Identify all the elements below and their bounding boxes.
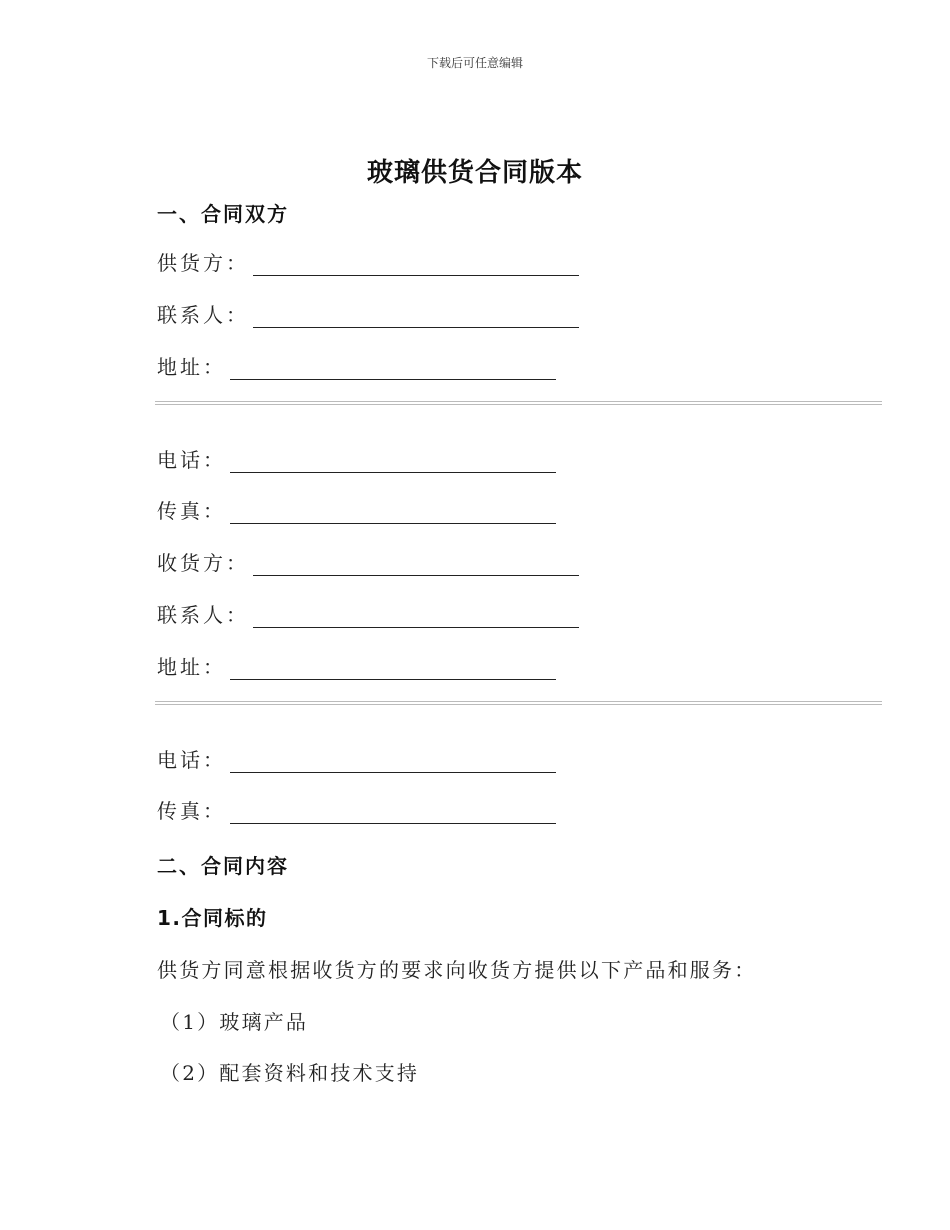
field-supplier-phone (157, 447, 556, 473)
field-label: 传真： (157, 499, 226, 523)
section-heading-content: 二、合同内容 (157, 854, 289, 878)
field-receiver-phone (157, 747, 556, 773)
document-title: 玻璃供货合同版本 (366, 158, 583, 188)
field-supplier-address (157, 354, 556, 380)
fill-blank-line (253, 255, 579, 276)
field-label: 供货方： (157, 251, 249, 275)
field-receiver-contact (157, 602, 579, 628)
field-label: 地址： (157, 655, 226, 679)
field-label: 传真： (157, 799, 226, 823)
fill-blank-line (230, 503, 556, 524)
fill-blank-line (230, 752, 556, 773)
field-receiver-fax (157, 798, 556, 824)
paragraph-supply-intro: 供货方同意根据收货方的要求向收货方提供以下产品和服务： (157, 958, 757, 982)
field-supplier-fax (157, 498, 556, 524)
divider (155, 401, 882, 405)
field-label: 地址： (157, 355, 226, 379)
field-receiver (157, 550, 579, 576)
page-header: 下载后可任意编辑 (426, 56, 523, 70)
fill-blank-line (230, 452, 556, 473)
divider (155, 701, 882, 705)
field-supplier (157, 250, 579, 276)
fill-blank-line (253, 307, 579, 328)
list-item: （2）配套资料和技术支持 (160, 1061, 420, 1085)
fill-blank-line (230, 659, 556, 680)
fill-blank-line (230, 359, 556, 380)
field-supplier-contact (157, 302, 579, 328)
field-receiver-address (157, 654, 556, 680)
subsection-heading-subject: 1.合同标的 (157, 906, 268, 930)
field-label: 电话： (157, 748, 226, 772)
fill-blank-line (230, 803, 556, 824)
field-label: 电话： (157, 448, 226, 472)
section-heading-parties: 一、合同双方 (157, 202, 289, 226)
fill-blank-line (253, 607, 579, 628)
field-label: 联系人： (157, 603, 249, 627)
list-item: （1）玻璃产品 (160, 1010, 309, 1034)
field-label: 联系人： (157, 303, 249, 327)
field-label: 收货方： (157, 551, 249, 575)
fill-blank-line (253, 555, 579, 576)
